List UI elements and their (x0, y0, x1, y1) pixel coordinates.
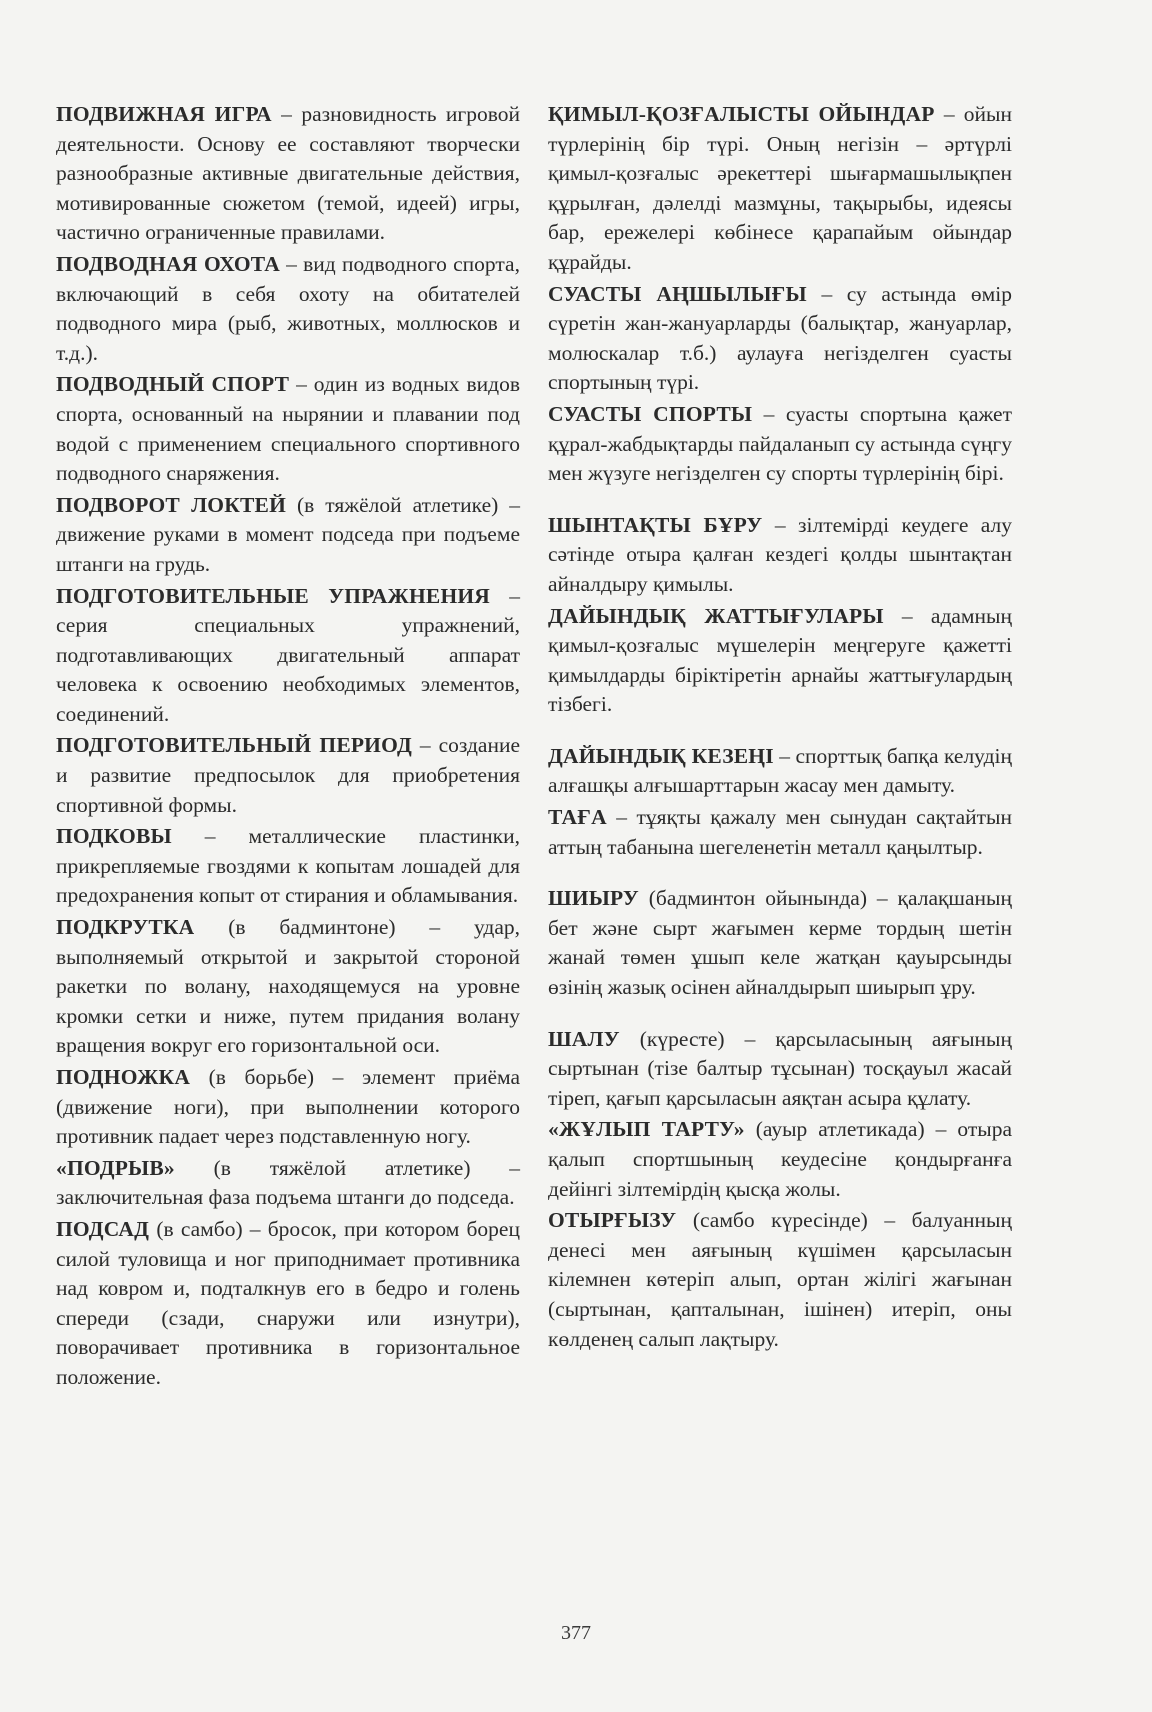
left-column (56, 100, 520, 1395)
entry-definition: (ауыр атлетикада) – отыра қалып спортшының кеудесіне қондырғанға дейінгі зілтемірдің қысқа жолы. (548, 1117, 1012, 1201)
entry-definition: – зілтемірді кеудеге алу сәтінде отыра қалған кездегі қолды шынтақтан айналдыру қимылы. (548, 512, 1012, 596)
entry-definition: – вид подводного спорта, включающий в себя охоту на обитателей подводного мира (рыб, животных, моллюсков и т.д.). (56, 251, 520, 365)
entry-definition: (самбо күресінде) – балуанның денесі мен аяғының күшімен қарсыласын кілемнен көтеріп алып, ортан жілігі жағынан (сыртынан, қапталынан, ішінен) итеріп, оны көлденең салып лақтыру. (548, 1208, 1012, 1351)
dictionary-entry (56, 491, 520, 580)
entry-term: ШАЛУ (548, 1026, 620, 1051)
entry-term: ПОДКОВЫ (56, 824, 172, 849)
dictionary-entry (548, 511, 1012, 600)
dictionary-entry (56, 913, 520, 1061)
entry-definition: (в борьбе) – элемент приёма (движение ноги), при выполнении которого противник падает через подставленную ногу. (56, 1065, 520, 1149)
entry-term: ПОДВОРОТ ЛОКТЕЙ (56, 492, 287, 517)
entry-definition: – су астында өмір сүретін жан-жануарларды (балықтар, жануарлар, молюскалар т.б.) аулауға негізделген суасты спортының түрі. (548, 281, 1012, 395)
dictionary-entry (56, 822, 520, 911)
entry-term: ПОДВИЖНАЯ ИГРА (56, 102, 272, 126)
entry-term: ПОДНОЖКА (56, 1065, 191, 1089)
dictionary-entry (548, 602, 1012, 720)
entry-definition: – спорттық бапқа келудің алғашқы алғышарттарын жасау мен дамыту. (548, 743, 1012, 798)
dictionary-entry (56, 100, 520, 248)
entry-term: ТАҒА (548, 805, 607, 830)
entry-term: ОТЫРҒЫЗУ (548, 1208, 677, 1233)
entry-definition: (в бадминтоне) – удар, выполняемый открытой и закрытой стороной ракетки по волану, находящемуся на уровне кромки сетки и ниже, путем придания волану вращения вокруг его горизонтальной оси. (56, 915, 520, 1058)
entry-definition: – ойын түрлерінің бір түрі. Оның негізін – әртүрлі қимыл-қозғалыс әрекеттері шығармашылықпен құрылған, дәлелді мазмұны, тақырыбы, идеясы бар, ережелері көбінесе қарапайым ойындар құрайды. (548, 102, 1012, 274)
entry-term: СУАСТЫ АҢШЫЛЫҒЫ (548, 281, 807, 306)
entry-definition: (в самбо) – бросок, при котором борец силой туловища и ног приподнимает противника над ковром и, подталкнув его в бедро и голень спереди (сзади, снаружи или изнутри), поворачивает противника в горизонтальное положение. (56, 1216, 520, 1389)
right-column (548, 100, 1012, 1356)
entry-term: СУАСТЫ СПОРТЫ (548, 401, 753, 426)
dictionary-entry (548, 400, 1012, 489)
dictionary-entry (548, 1025, 1012, 1114)
entry-definition: – суасты спортына қажет құрал-жабдықтарды пайдаланып су астында сүңгу мен жүзуге негізделген су спорты түрлерінің бірі. (548, 401, 1012, 486)
entry-term: «ЖҰЛЫП ТАРТУ» (548, 1117, 745, 1142)
entry-definition: (күресте) – қарсыласының аяғының сыртынан (тізе балтыр тұсынан) тосқауыл жасай тіреп, қағып қарсыласын аяқтан асыра құлату. (548, 1026, 1012, 1110)
dictionary-entry (56, 731, 520, 820)
dictionary-entry (548, 884, 1012, 1002)
entry-term: ПОДВОДНАЯ ОХОТА (56, 251, 280, 276)
entry-definition: – один из водных видов спорта, основанный на нырянии и плавании под водой с применением специального спортивного подводного снаряжения. (56, 372, 520, 486)
entry-term: ДАЙЫНДЫҚ КЕЗЕҢІ (548, 743, 774, 768)
entry-term: ПОДКРУТКА (56, 915, 195, 940)
dictionary-entry (548, 742, 1012, 801)
entry-definition: – тұяқты қажалу мен сынудан сақтайтын аттың табанына шегеленетін металл қаңылтыр. (548, 805, 1012, 859)
dictionary-entry (548, 280, 1012, 398)
dictionary-entry (56, 1154, 520, 1213)
entry-term: ПОДГОТОВИТЕЛЬНЫЕ УПРАЖНЕНИЯ (56, 583, 491, 608)
dictionary-entry (548, 1115, 1012, 1204)
dictionary-entry (548, 100, 1012, 278)
dictionary-entry (56, 370, 520, 488)
entry-definition: (бадминтон ойынында) – қалақшаның бет және сырт жағымен керме тордың шетін жанай төмен ұшып келе жатқан қауырсынды өзінің жазық осінен айналдырып шиырып ұру. (548, 886, 1012, 1000)
entry-term: ПОДВОДНЫЙ СПОРТ (56, 372, 290, 397)
entry-definition: (в тяжёлой атлетике) – движение руками в момент подседа при подъеме штанги на грудь. (56, 492, 520, 576)
dictionary-entry (56, 582, 520, 730)
entry-term: «ПОДРЫВ» (56, 1155, 175, 1180)
dictionary-entry (56, 1063, 520, 1152)
entry-definition: – разновидность игровой деятельности. Основу ее составляют творчески разнообразные активные двигательные действия, мотивированные сюжетом (темой, идеей) игры, частично ограниченные правилами. (56, 102, 520, 245)
dictionary-entry (56, 250, 520, 368)
entry-definition: (в тяжёлой атлетике) – заключительная фаза подъема штанги до подседа. (56, 1155, 520, 1210)
entry-term: ҚИМЫЛ-ҚОЗҒАЛЫСТЫ ОЙЫНДАР (548, 102, 935, 126)
dictionary-entry (548, 803, 1012, 862)
entry-definition: – адамның қимыл-қозғалыс мүшелерін меңгеруге қажетті қимылдарды біріктіретін арнайы жаттығулардың тізбегі. (548, 603, 1012, 717)
dictionary-entry (548, 1206, 1012, 1354)
entry-term: ПОДГОТОВИТЕЛЬНЫЙ ПЕРИОД (56, 733, 412, 758)
entry-definition: – создание и развитие предпосылок для приобретения спортивной формы. (56, 733, 520, 817)
entry-term: ШИЫРУ (548, 886, 639, 911)
dictionary-entry (56, 1215, 520, 1393)
entry-term: ДАЙЫНДЫҚ ЖАТТЫҒУЛАРЫ (548, 603, 884, 628)
entry-term: ПОДСАД (56, 1216, 150, 1241)
entry-term: ШЫНТАҚТЫ БҰРУ (548, 512, 763, 537)
entry-definition: – металлические пластинки, прикрепляемые гвоздями к копытам лошадей для предохранения копыт от стирания и обламывания. (56, 824, 520, 908)
entry-definition: – серия специальных упражнений, подготавливающих двигательный аппарат человека к освоению необходимых элементов, соединений. (56, 583, 521, 726)
page-number: 377 (561, 1622, 591, 1644)
